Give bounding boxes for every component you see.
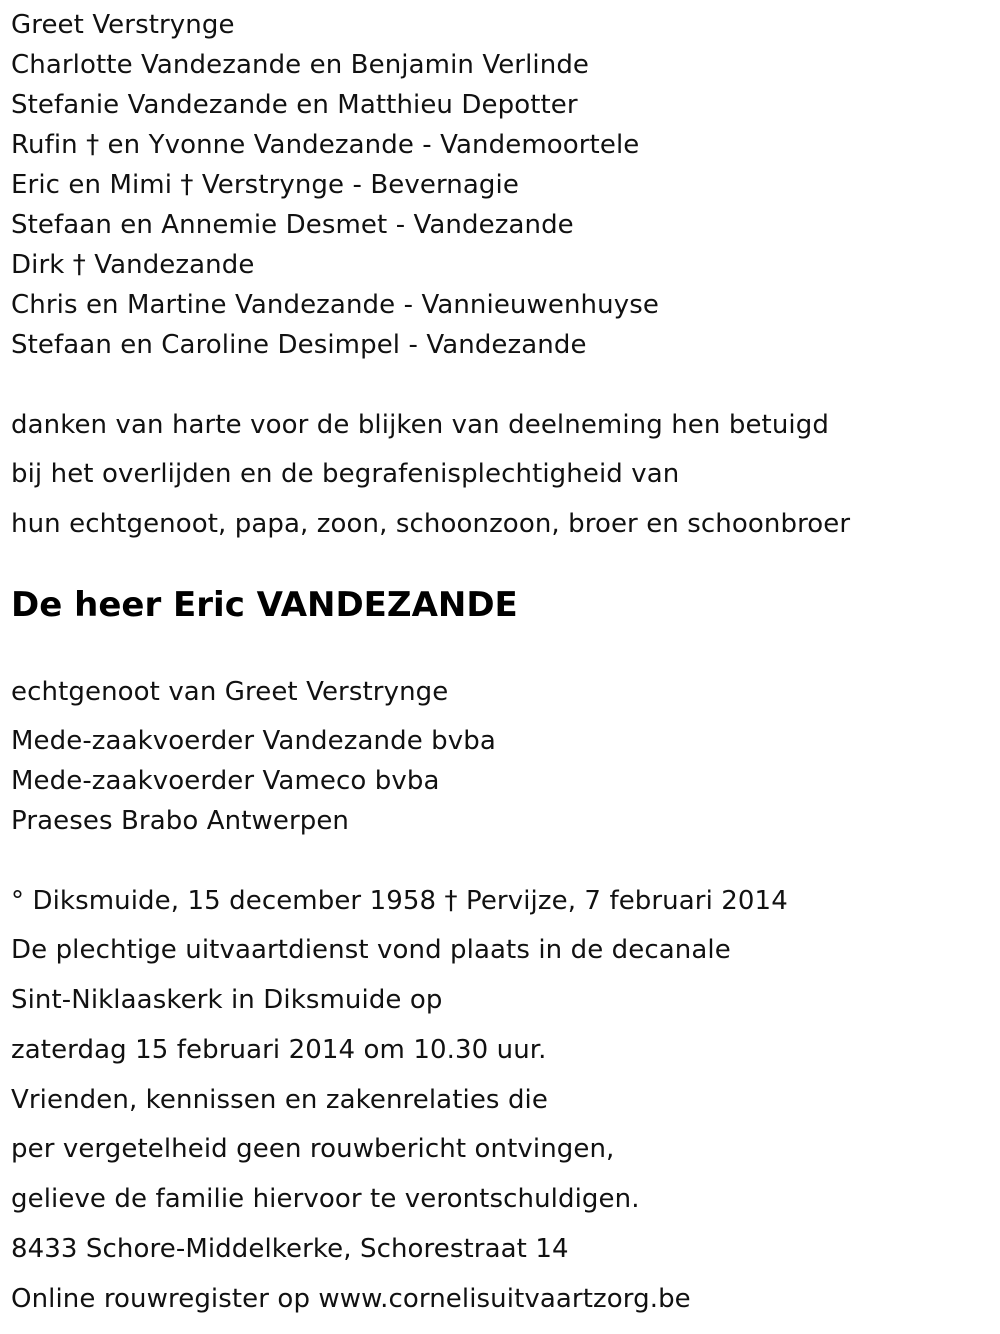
address-line: 8433 Schore-Middelkerke, Schorestraat 14	[11, 1234, 569, 1264]
role-line: Mede-zaakvoerder Vandezande bvba	[11, 726, 496, 756]
detail-line: Vrienden, kennissen en zakenrelaties die	[11, 1085, 548, 1115]
detail-line: De plechtige uitvaartdienst vond plaats in de decanale	[11, 935, 731, 965]
family-line: Stefaan en Annemie Desmet - Vandezande	[11, 210, 574, 240]
detail-line: gelieve de familie hiervoor te verontschuldigen.	[11, 1184, 640, 1214]
spouse-line: echtgenoot van Greet Verstrynge	[11, 677, 449, 707]
deceased-name: De heer Eric VANDEZANDE	[11, 585, 518, 625]
family-line: Rufin † en Yvonne Vandezande - Vandemoortele	[11, 130, 640, 160]
family-line: Greet Verstrynge	[11, 10, 235, 40]
family-line: Charlotte Vandezande en Benjamin Verlinde	[11, 50, 590, 80]
family-line: Stefanie Vandezande en Matthieu Depotter	[11, 90, 578, 120]
family-line: Dirk † Vandezande	[11, 250, 255, 280]
thanks-line: hun echtgenoot, papa, zoon, schoonzoon, broer en schoonbroer	[11, 509, 851, 539]
detail-line: Sint-Niklaaskerk in Diksmuide op	[11, 985, 443, 1015]
role-line: Mede-zaakvoerder Vameco bvba	[11, 766, 440, 796]
family-line: Chris en Martine Vandezande - Vannieuwenhuyse	[11, 290, 659, 320]
family-line: Stefaan en Caroline Desimpel - Vandezande	[11, 330, 587, 360]
online-register-line: Online rouwregister op www.cornelisuitvaartzorg.be	[11, 1284, 691, 1314]
family-line: Eric en Mimi † Verstrynge - Bevernagie	[11, 170, 519, 200]
detail-line: zaterdag 15 februari 2014 om 10.30 uur.	[11, 1035, 547, 1065]
thanks-line: danken van harte voor de blijken van deelneming hen betuigd	[11, 410, 829, 440]
role-line: Praeses Brabo Antwerpen	[11, 806, 350, 836]
detail-line: per vergetelheid geen rouwbericht ontvingen,	[11, 1134, 615, 1164]
birth-death-line: ° Diksmuide, 15 december 1958 † Pervijze, 7 februari 2014	[11, 886, 788, 916]
thanks-line: bij het overlijden en de begrafenisplechtigheid van	[11, 459, 680, 489]
